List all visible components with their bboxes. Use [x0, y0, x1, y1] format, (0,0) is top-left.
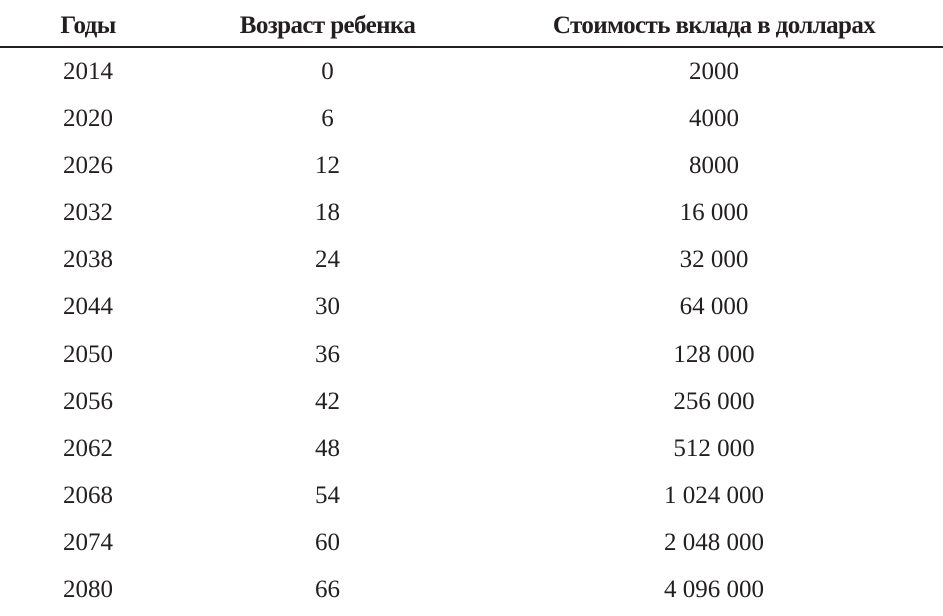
- table-row: [0, 98, 943, 145]
- deposit-value-cell: 32 000: [679, 246, 749, 274]
- child-age-cell: 42: [315, 387, 340, 415]
- year-cell: 2014: [63, 58, 113, 85]
- year-cell: 2026: [63, 152, 113, 180]
- year-cell: 2068: [63, 481, 113, 509]
- year-cell: 2038: [63, 246, 113, 274]
- table-row: [0, 475, 943, 522]
- year-cell: 2020: [63, 105, 113, 133]
- deposit-value-cell: 128 000: [673, 340, 755, 368]
- child-age-cell: 66: [315, 576, 340, 604]
- child-age-cell: 12: [315, 152, 340, 180]
- deposit-value-cell: 4 096 000: [664, 576, 764, 604]
- deposit-value-cell: 2000: [689, 58, 739, 85]
- table-body: [0, 51, 943, 616]
- child-age-cell: 48: [315, 434, 340, 462]
- table-row: [0, 145, 943, 192]
- child-age-cell: 0: [321, 58, 334, 85]
- header-years: Годы: [60, 12, 116, 39]
- year-cell: 2056: [63, 387, 113, 415]
- table-row: [0, 51, 943, 98]
- deposit-value-cell: 4000: [689, 105, 739, 133]
- header-rule: [0, 46, 943, 48]
- child-age-cell: 36: [315, 340, 340, 368]
- child-age-cell: 24: [315, 246, 340, 274]
- child-age-cell: 6: [321, 105, 334, 133]
- deposit-value-cell: 1 024 000: [664, 481, 764, 509]
- table-row: [0, 239, 943, 286]
- year-cell: 2062: [63, 434, 113, 462]
- child-age-cell: 60: [315, 528, 340, 556]
- child-age-cell: 30: [315, 293, 340, 321]
- table-header: [0, 0, 943, 46]
- header-child-age: Возраст ребенка: [239, 12, 416, 39]
- year-cell: 2044: [63, 293, 113, 321]
- deposit-value-cell: 64 000: [679, 293, 749, 321]
- deposit-value-cell: 512 000: [673, 434, 755, 462]
- deposit-value-cell: 8000: [689, 152, 739, 180]
- year-cell: 2074: [63, 528, 113, 556]
- deposit-value-cell: 16 000: [679, 199, 749, 227]
- child-age-cell: 54: [315, 481, 340, 509]
- year-cell: 2050: [63, 340, 113, 368]
- table-row: [0, 569, 943, 616]
- child-age-cell: 18: [315, 199, 340, 227]
- header-deposit-value: Стоимость вклада в долларах: [552, 12, 876, 39]
- deposit-value-cell: 2 048 000: [664, 528, 764, 556]
- deposit-value-cell: 256 000: [673, 387, 755, 415]
- year-cell: 2032: [63, 199, 113, 227]
- table-row: [0, 381, 943, 428]
- table-row: [0, 522, 943, 569]
- year-cell: 2080: [63, 576, 113, 604]
- table-row: [0, 428, 943, 475]
- table-row: [0, 334, 943, 381]
- table-row: [0, 192, 943, 239]
- table-row: [0, 286, 943, 333]
